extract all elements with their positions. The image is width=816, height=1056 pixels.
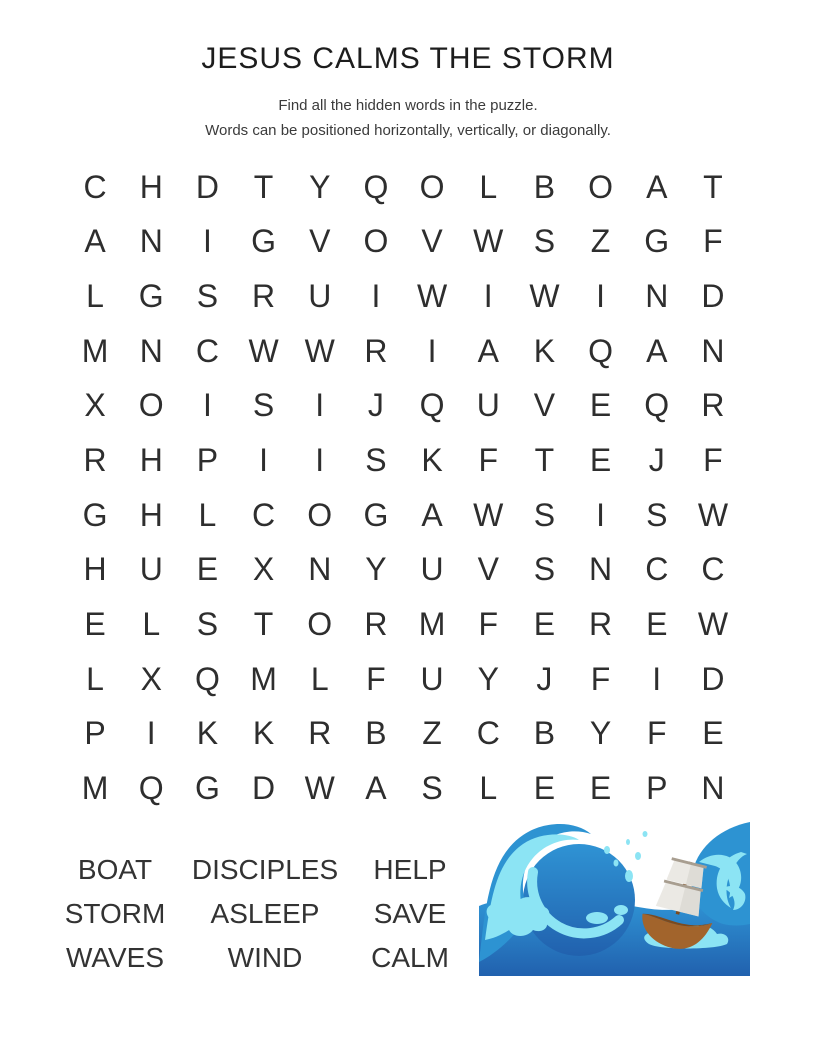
- grid-cell[interactable]: S: [421, 770, 443, 807]
- grid-cell[interactable]: L: [86, 278, 104, 315]
- grid-cell[interactable]: O: [307, 496, 333, 533]
- grid-cell[interactable]: I: [371, 278, 381, 315]
- grid-cell[interactable]: N: [701, 332, 725, 369]
- grid-cell[interactable]: I: [427, 332, 437, 369]
- grid-cell[interactable]: T: [534, 442, 555, 479]
- grid-cell[interactable]: K: [533, 332, 556, 369]
- grid-cell[interactable]: W: [416, 278, 448, 315]
- grid-cell[interactable]: J: [648, 442, 665, 479]
- grid-cell[interactable]: N: [701, 770, 725, 807]
- splash-droplet: [604, 846, 610, 854]
- grid-cell[interactable]: U: [420, 660, 444, 697]
- grid-cell[interactable]: O: [138, 387, 164, 424]
- grid-cell[interactable]: W: [473, 496, 504, 533]
- grid-cell[interactable]: J: [536, 660, 553, 697]
- instructions-line-2: Words can be positioned horizontally, vertically, or diagonally.: [205, 122, 611, 139]
- word-list-item: STORM: [64, 898, 166, 929]
- word-list-item: SAVE: [373, 898, 447, 929]
- grid-cell[interactable]: S: [533, 223, 556, 260]
- word-list-column: [340, 848, 480, 980]
- grid-cell[interactable]: A: [646, 168, 668, 205]
- grid-cell[interactable]: S: [196, 278, 219, 315]
- grid-cell[interactable]: N: [645, 278, 669, 315]
- grid-cell[interactable]: I: [652, 660, 662, 697]
- grid-cell[interactable]: C: [476, 715, 500, 752]
- splash-droplet: [614, 860, 619, 867]
- word-list: [40, 848, 480, 980]
- grid-cell[interactable]: E: [589, 442, 612, 479]
- grid-cell[interactable]: T: [703, 168, 723, 205]
- grid-cell[interactable]: W: [529, 278, 560, 315]
- grid-cell[interactable]: O: [363, 223, 389, 260]
- grid-cell[interactable]: O: [419, 168, 445, 205]
- grid-cell[interactable]: E: [589, 770, 612, 807]
- grid-cell[interactable]: W: [248, 332, 279, 369]
- grid-cell[interactable]: N: [589, 551, 613, 588]
- grid-cell[interactable]: S: [646, 496, 668, 533]
- word-list-item: CALM: [371, 942, 449, 973]
- grid-cell[interactable]: E: [589, 387, 612, 424]
- grid-cell[interactable]: S: [533, 496, 556, 533]
- grid-cell[interactable]: L: [479, 168, 498, 205]
- grid-cell[interactable]: X: [84, 387, 106, 424]
- grid-cell[interactable]: I: [146, 715, 156, 752]
- grid-cell[interactable]: D: [195, 168, 219, 205]
- grid-cell[interactable]: H: [139, 168, 163, 205]
- grid-cell[interactable]: V: [477, 551, 499, 588]
- grid-cell[interactable]: F: [478, 442, 499, 479]
- grid-cell[interactable]: F: [703, 442, 723, 479]
- grid-cell[interactable]: B: [533, 715, 556, 752]
- grid-cell[interactable]: T: [253, 606, 274, 643]
- grid-cell[interactable]: H: [83, 551, 107, 588]
- grid-cell[interactable]: X: [140, 660, 162, 697]
- grid-cell[interactable]: L: [479, 770, 498, 807]
- splash-droplet: [643, 831, 648, 837]
- storm-illustration-svg: [479, 822, 750, 976]
- grid-cell[interactable]: P: [196, 442, 219, 479]
- grid-cell[interactable]: E: [196, 551, 219, 588]
- grid-cell[interactable]: M: [81, 332, 109, 369]
- grid-cell[interactable]: N: [308, 551, 332, 588]
- grid-cell[interactable]: K: [196, 715, 219, 752]
- grid-cell[interactable]: M: [418, 606, 446, 643]
- grid-cell[interactable]: P: [646, 770, 668, 807]
- grid-cell[interactable]: K: [252, 715, 275, 752]
- grid-cell[interactable]: E: [533, 606, 556, 643]
- grid-cell[interactable]: V: [309, 223, 331, 260]
- grid-cell[interactable]: L: [198, 496, 217, 533]
- grid-cell[interactable]: I: [202, 223, 212, 260]
- grid-cell[interactable]: R: [364, 606, 388, 643]
- grid-cell[interactable]: U: [420, 551, 444, 588]
- grid-cell[interactable]: A: [365, 770, 387, 807]
- grid-cell[interactable]: V: [421, 223, 443, 260]
- grid-cell[interactable]: Y: [309, 168, 331, 205]
- grid-cell[interactable]: X: [252, 551, 275, 588]
- grid-cell[interactable]: L: [310, 660, 329, 697]
- grid-cell[interactable]: S: [252, 387, 275, 424]
- grid-cell[interactable]: Y: [589, 715, 612, 752]
- word-list-item: WIND: [227, 942, 303, 973]
- grid-cell[interactable]: Q: [194, 660, 220, 697]
- grid-cell[interactable]: R: [589, 606, 613, 643]
- grid-cell[interactable]: O: [588, 168, 614, 205]
- grid-cell[interactable]: J: [367, 387, 384, 424]
- grid-cell[interactable]: G: [194, 770, 220, 807]
- word-list-item: ASLEEP: [210, 898, 320, 929]
- grid-cell[interactable]: U: [476, 387, 500, 424]
- grid-cell[interactable]: C: [252, 496, 276, 533]
- grid-cell[interactable]: F: [366, 660, 386, 697]
- grid-cell[interactable]: G: [644, 223, 670, 260]
- grid-cell[interactable]: L: [142, 606, 161, 643]
- grid-cell[interactable]: I: [483, 278, 493, 315]
- grid-cell[interactable]: E: [533, 770, 556, 807]
- grid-cell[interactable]: F: [478, 606, 499, 643]
- grid-cell[interactable]: O: [307, 606, 333, 643]
- grid-cell[interactable]: I: [315, 387, 325, 424]
- grid-cell[interactable]: G: [251, 223, 277, 260]
- grid-cell[interactable]: T: [253, 168, 274, 205]
- storm-illustration: [479, 822, 750, 976]
- word-list-item: DISCIPLES: [191, 854, 339, 885]
- grid-cell[interactable]: B: [533, 168, 556, 205]
- instructions-line-1: Find all the hidden words in the puzzle.: [278, 97, 538, 114]
- grid-cell[interactable]: R: [252, 278, 276, 315]
- word-list-item: WAVES: [65, 942, 164, 973]
- grid-cell[interactable]: U: [308, 278, 332, 315]
- grid-cell[interactable]: H: [139, 496, 163, 533]
- grid-cell[interactable]: E: [84, 606, 106, 643]
- grid-cell[interactable]: Z: [422, 715, 442, 752]
- grid-cell[interactable]: L: [86, 660, 104, 697]
- grid-cell[interactable]: Q: [588, 332, 614, 369]
- grid-cell[interactable]: G: [82, 496, 108, 533]
- grid-cell[interactable]: I: [315, 442, 325, 479]
- splash-droplet: [635, 852, 641, 860]
- grid-cell[interactable]: C: [83, 168, 107, 205]
- grid-cell[interactable]: W: [473, 223, 504, 260]
- grid-cell[interactable]: Z: [590, 223, 611, 260]
- grid-cell[interactable]: W: [697, 606, 729, 643]
- grid-cell[interactable]: A: [646, 332, 668, 369]
- word-grid: [67, 160, 741, 816]
- grid-cell[interactable]: I: [596, 278, 606, 315]
- splash-droplet: [625, 870, 633, 882]
- grid-cell[interactable]: N: [139, 332, 163, 369]
- grid-cell[interactable]: W: [304, 332, 335, 369]
- grid-cell[interactable]: I: [202, 387, 212, 424]
- word-list-column: [40, 848, 190, 980]
- grid-cell[interactable]: F: [703, 223, 723, 260]
- grid-cell[interactable]: I: [259, 442, 269, 479]
- grid-cell[interactable]: R: [701, 387, 725, 424]
- grid-cell[interactable]: Q: [419, 387, 445, 424]
- grid-cell[interactable]: S: [196, 606, 219, 643]
- grid-cell[interactable]: U: [139, 551, 163, 588]
- grid-cell[interactable]: C: [645, 551, 669, 588]
- grid-cell[interactable]: P: [84, 715, 106, 752]
- grid-cell[interactable]: E: [646, 606, 668, 643]
- word-list-column: [190, 848, 340, 980]
- grid-cell[interactable]: E: [702, 715, 724, 752]
- grid-cell[interactable]: K: [421, 442, 443, 479]
- grid-cell[interactable]: W: [697, 496, 729, 533]
- grid-cell[interactable]: N: [139, 223, 163, 260]
- grid-cell[interactable]: F: [590, 660, 611, 697]
- grid-cell[interactable]: H: [139, 442, 163, 479]
- foam-blob-center: [586, 912, 608, 924]
- grid-cell[interactable]: S: [533, 551, 556, 588]
- grid-cell[interactable]: D: [701, 278, 725, 315]
- grid-cell[interactable]: B: [365, 715, 387, 752]
- grid-cell[interactable]: R: [308, 715, 332, 752]
- puzzle-title: JESUS CALMS THE STORM: [201, 42, 615, 75]
- grid-cell[interactable]: Q: [363, 168, 389, 205]
- grid-cell[interactable]: A: [421, 496, 443, 533]
- grid-cell[interactable]: Y: [365, 551, 387, 588]
- grid-cell[interactable]: A: [84, 223, 106, 260]
- grid-cell[interactable]: Y: [477, 660, 499, 697]
- word-list-item: HELP: [373, 854, 447, 885]
- grid-cell[interactable]: M: [250, 660, 277, 697]
- grid-cell[interactable]: C: [701, 551, 725, 588]
- grid-cell[interactable]: Q: [138, 770, 164, 807]
- grid-cell[interactable]: G: [363, 496, 389, 533]
- grid-cell[interactable]: G: [138, 278, 164, 315]
- grid-cell[interactable]: R: [364, 332, 388, 369]
- splash-droplet: [626, 839, 630, 845]
- grid-cell[interactable]: Q: [644, 387, 670, 424]
- foam-blob-center-2: [614, 905, 628, 915]
- grid-cell[interactable]: F: [646, 715, 667, 752]
- grid-cell[interactable]: W: [304, 770, 335, 807]
- grid-cell[interactable]: C: [195, 332, 219, 369]
- grid-cell[interactable]: D: [701, 660, 725, 697]
- grid-cell[interactable]: I: [596, 496, 606, 533]
- grid-cell[interactable]: S: [365, 442, 387, 479]
- grid-cell[interactable]: A: [477, 332, 499, 369]
- grid-cell[interactable]: R: [83, 442, 107, 479]
- word-list-item: BOAT: [77, 854, 153, 885]
- grid-cell[interactable]: D: [252, 770, 276, 807]
- grid-cell[interactable]: V: [533, 387, 556, 424]
- grid-cell[interactable]: M: [81, 770, 109, 807]
- instructions: [0, 93, 816, 143]
